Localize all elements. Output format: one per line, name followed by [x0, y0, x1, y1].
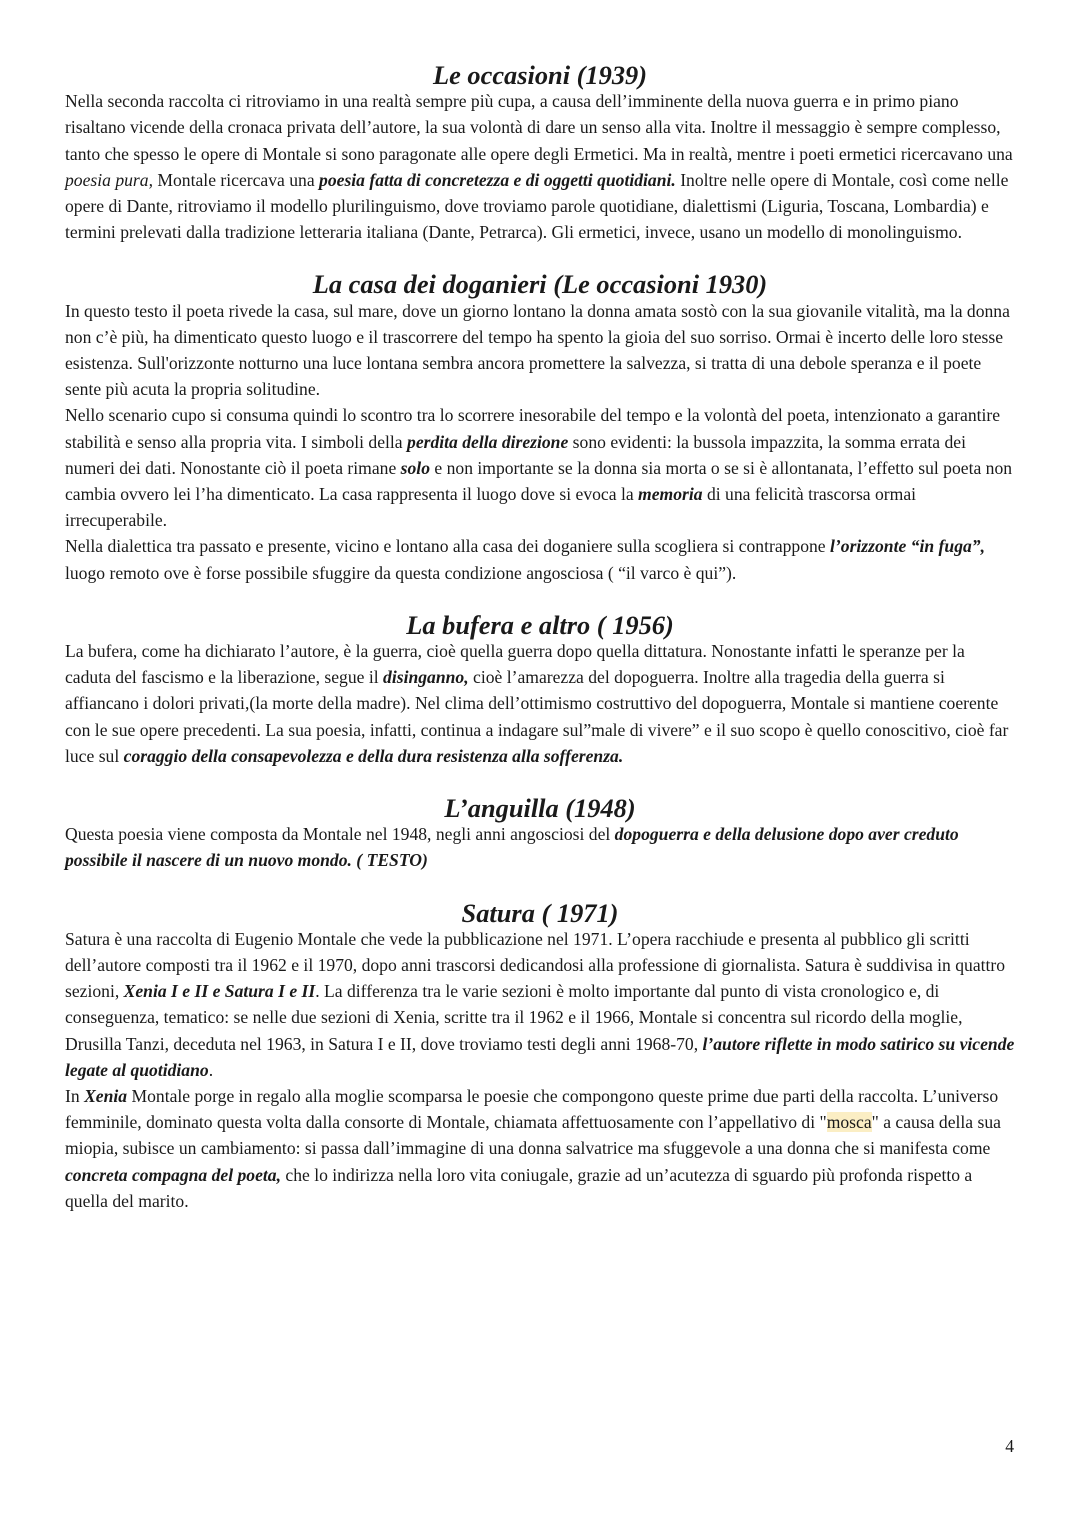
italic-text: poesia pura, — [65, 169, 153, 190]
paragraph — [65, 88, 1015, 245]
emphasis-text: l’orizzonte “in fuga”, — [830, 536, 985, 557]
body-text: che lo indirizza nella loro vita coniugale, grazie ad un’acutezza di sguardo più profonda rispetto a quella del marito. — [65, 1164, 973, 1211]
body-text: Inoltre nelle opere di Montale, così come nelle opere di Dante, ritroviamo il modello plurilinguismo, dove troviamo parole quotidiane, dialettismi (Liguria, Toscana, Lombardia) e termini prelevati dalla tradizione letteraria italiana (Dante, Petrarca). Gli ermetici, invece, usano un modello di monolinguismo. — [65, 169, 1009, 243]
body-text: Questa poesia viene composta da Montale nel 1948, negli anni angosciosi del — [65, 824, 615, 845]
highlighted-text: mosca — [826, 1112, 872, 1133]
emphasis-text: poesia fatta di concretezza e di oggetti quotidiani. — [319, 169, 676, 190]
page-number: 4 — [1005, 1436, 1014, 1456]
body-text: La bufera, come ha dichiarato l’autore, è la guerra, cioè quella guerra dopo quella dittatura. Nonostante infatti le speranze per la caduta del fascismo e la liberazione, segue il — [65, 641, 965, 688]
body-text: sono evidenti: la bussola impazzita, la somma errata dei numeri dei dati. Nonostante ciò il poeta rimane — [65, 431, 966, 478]
body-text: Nello scenario cupo si consuma quindi lo scontro tra lo scorrere inesorabile del tempo e la volontà del poeta, intenzionato a garantire stabilità e senso alla propria vita. I simboli della — [65, 405, 1001, 452]
section-heading: Satura ( 1971) — [461, 897, 619, 928]
emphasis-text: dopoguerra e della delusione dopo aver creduto possibile il nascere di un nuovo mondo. ( TESTO) — [65, 824, 959, 871]
body-text: luogo remoto ove è forse possibile sfuggire da questa condizione angosciosa ( “il varco è qui”). — [65, 562, 737, 583]
emphasis-text: Xenia I e II e Satura I e II — [123, 981, 316, 1002]
body-text: In — [65, 1086, 85, 1107]
body-text: Nella dialettica tra passato e presente, vicino e lontano alla casa dei doganiere sulla scogliera si contrappone — [65, 536, 831, 557]
emphasis-text: l’autore riflette in modo satirico su vicende legate al quotidiano — [65, 1033, 1015, 1080]
emphasis-text: perdita della direzione — [407, 431, 569, 452]
emphasis-text: coraggio della consapevolezza e della dura resistenza alla sofferenza. — [123, 745, 624, 766]
body-text: Satura è una raccolta di Eugenio Montale che vede la pubblicazione nel 1971. L’opera racchiude e presenta al pubblico gli scritti dell’autore composti tra il 1962 e il 1970, dopo anni trascorsi dedicandosi alla professione di giornalista. Satura è suddivisa in quattro sezioni, — [65, 928, 1006, 1002]
section-l-anguilla — [65, 795, 1015, 874]
emphasis-text: concreta compagna del poeta, — [65, 1164, 281, 1185]
section-le-occasioni — [65, 62, 1015, 245]
body-text: cioè l’amarezza del dopoguerra. Inoltre alla tragedia della guerra si affiancano i dolori privati,(la morte della madre). Nel clima dell’ottimismo costruttivo del dopoguerra, Montale si mantiene coerente con le sue opere precedenti. La sua poesia, infatti, continua a indagare sul”male di vivere” e il suo scopo è quello conoscitivo, cioè far luce sul — [65, 667, 1009, 766]
paragraph — [65, 926, 1015, 1083]
body-text: e non importante se la donna sia morta o se si è allontanata, l’effetto sul poeta non cambia ovvero lei l’ha dimenticato. La casa rappresenta il luogo dove si evoca la — [65, 457, 1013, 505]
paragraph — [65, 638, 1015, 769]
section-la-bufera-e-altro — [65, 609, 1015, 769]
emphasis-text: solo — [400, 457, 430, 478]
emphasis-text: Xenia — [84, 1086, 128, 1107]
paragraph — [65, 533, 1015, 585]
body-text: . — [208, 1059, 214, 1080]
body-text: " a causa della sua miopia, subisce un cambiamento: si passa dall’immagine di una donna salvatrice ma sfuggevole a una donna che si manifesta come — [65, 1112, 1001, 1159]
paragraph — [65, 298, 1015, 403]
body-text: Montale porge in regalo alla moglie scomparsa le poesie che compongono queste prime due parti della raccolta. L’universo femminile, dominato questa volta dalla consorte di Montale, chiamata affettuosamente con l’appellativo di " — [65, 1086, 999, 1133]
section-heading: La bufera e altro ( 1956) — [406, 609, 674, 640]
section-heading: La casa dei doganieri (Le occasioni 1930) — [312, 269, 768, 300]
section-la-casa-dei-doganieri — [65, 271, 1015, 585]
document-page — [65, 62, 1015, 1214]
body-text: . La differenza tra le varie sezioni è molto importante dal punto di vista cronologico e, di conseguenza, tematico: se nelle due sezioni di Xenia, scritte tra il 1962 e il 1966, Montale si concentra sul ricordo della moglie, Drusilla Tanzi, deceduta nel 1963, in Satura I e II, dove troviamo testi degli anni 1968-70, — [65, 981, 963, 1054]
section-heading: L’anguilla (1948) — [444, 793, 636, 824]
body-text: In questo testo il poeta rivede la casa, sul mare, dove un giorno lontano la donna amata sostò con la sua giovanile vitalità, ma la donna non c’è più, ha dimenticato questo luogo e il trascorrere del tempo ha spento la gioia del suo sorriso. Ormai è incerto delle loro stesse esistenza. Sull'orizzonte notturno una luce lontana sembra ancora promettere la salvezza, si tratta di una debole speranza e il poete sente più acuta la propria solitudine. — [65, 300, 1010, 400]
body-text: di una felicità trascorsa ormai irrecuperabile. — [65, 484, 917, 531]
body-text: Montale ricercava una — [152, 169, 320, 190]
paragraph — [65, 821, 1015, 873]
section-satura — [65, 897, 1015, 1214]
paragraph — [65, 1083, 1015, 1214]
section-heading: Le occasioni (1939) — [432, 60, 647, 90]
paragraph — [65, 402, 1015, 533]
emphasis-text: memoria — [638, 484, 703, 505]
emphasis-text: disinganno, — [383, 667, 469, 688]
body-text: Nella seconda raccolta ci ritroviamo in una realtà sempre più cupa, a causa dell’imminente della nuova guerra e in primo piano risaltano vicende della cronaca privata dell’autore, la sua volontà di dare un senso alla vita. Inoltre il messaggio è sempre complesso, tanto che spesso le opere di Montale si sono paragonate alle opere degli Ermetici. Ma in realtà, mentre i poeti ermetici ricercavano una — [65, 91, 1013, 164]
